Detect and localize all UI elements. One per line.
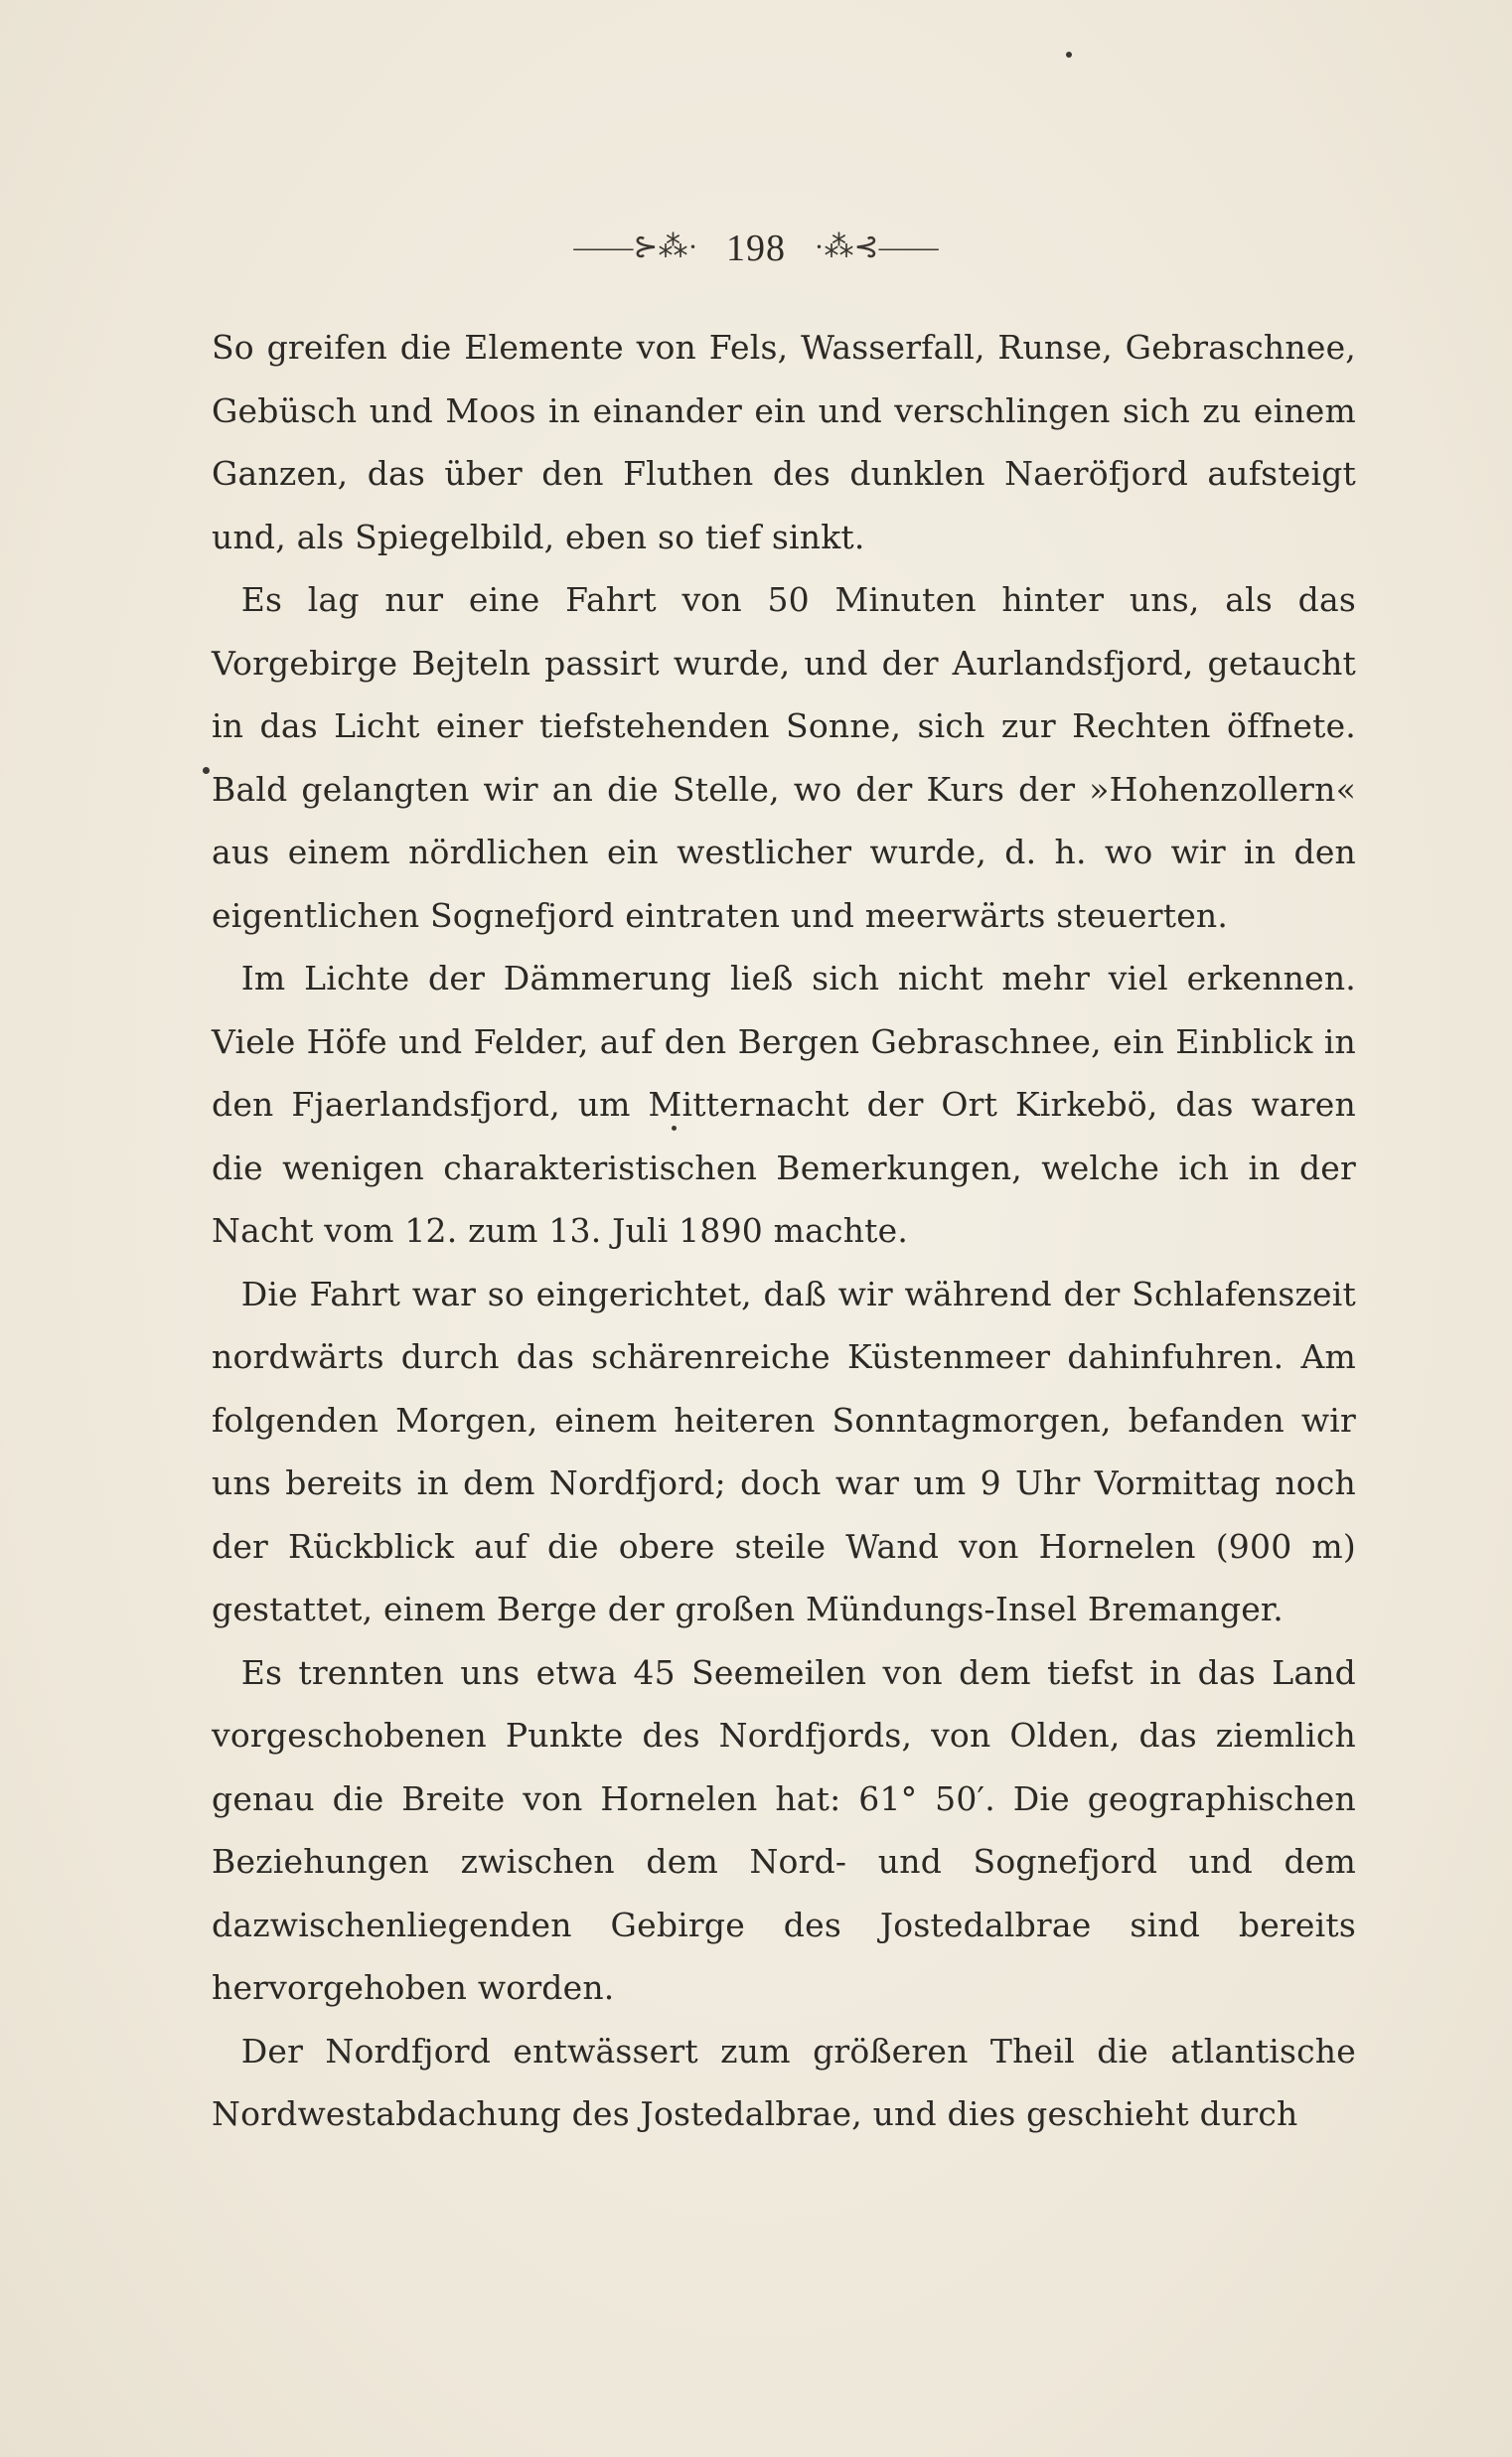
paragraph-3: Im Lichte der Dämmerung ließ sich nicht mehr viel erkennen. Viele Höfe und Felder, auf den Bergen Gebraschnee, ein Einblick in den Fjaerlandsfjord, um Mitternacht der Ort Kirkebö, das waren die wenigen charakteristischen Bemerkungen, welche ich in der Nacht vom 12. zum 13. Juli 1890 machte. — [212, 959, 1356, 1250]
paragraph-6: Der Nordfjord entwässert zum größeren Theil die atlantische Nordwestabdachung des Jostedalbrae, und dies geschieht durch — [212, 2031, 1356, 2133]
paragraph-5: Es trennten uns etwa 45 Seemeilen von dem tiefst in das Land vorgeschobenen Punkte des Nordfjords, von Olden, das ziemlich genau die Breite von Hornelen hat: 61° 50′. Die geographischen Beziehungen zwischen dem Nord- und Sognefjord und dem dazwischenliegenden Gebirge des Jostedalbrae sind bereits hervorgehoben worden. — [212, 1652, 1356, 2007]
paragraph-2: Es lag nur eine Fahrt von 50 Minuten hinter uns, als das Vorgebirge Bejteln passirt wurde, und der Aurlandsfjord, getaucht in das Licht einer tiefstehenden Sonne, sich zur Rechten öffnete. Bald gelangten wir an die Stelle, wo der Kurs der »Hohenzollern« aus einem nördlichen ein westlicher wurde, d. h. wo wir in den eigentlichen Sognefjord eintraten und meerwärts steuerten. — [212, 580, 1356, 935]
page-header — [0, 227, 1512, 270]
page-number: 198 — [726, 228, 786, 269]
paragraph-4: Die Fahrt war so eingerichtet, daß wir während der Schlafenszeit nordwärts durch das schärenreiche Küstenmeer dahinfuhren. Am folgenden Morgen, einem heiteren Sonntagmorgen, befanden wir uns bereits in dem Nordfjord; doch war um 9 Uhr Vormittag noch der Rückblick auf die obere steile Wand von Hornelen (900 m) gestattet, einem Berge der großen Mündungs-Insel Bremanger. — [212, 1274, 1356, 1628]
body-text — [212, 316, 1356, 2146]
ornament-right: ·⁂⊰—— — [814, 230, 939, 263]
paper-speck — [1066, 52, 1072, 58]
paragraph-1: So greifen die Elemente von Fels, Wasserfall, Runse, Gebraschnee, Gebüsch und Moos in einander ein und verschlingen sich zu einem Ganzen, das über den Fluthen des dunklen Naeröfjord aufsteigt und, als Spiegelbild, eben so tief sinkt. — [212, 328, 1356, 556]
ornament-left: ——⊱⁂· — [573, 230, 698, 263]
paper-speck — [203, 767, 210, 774]
